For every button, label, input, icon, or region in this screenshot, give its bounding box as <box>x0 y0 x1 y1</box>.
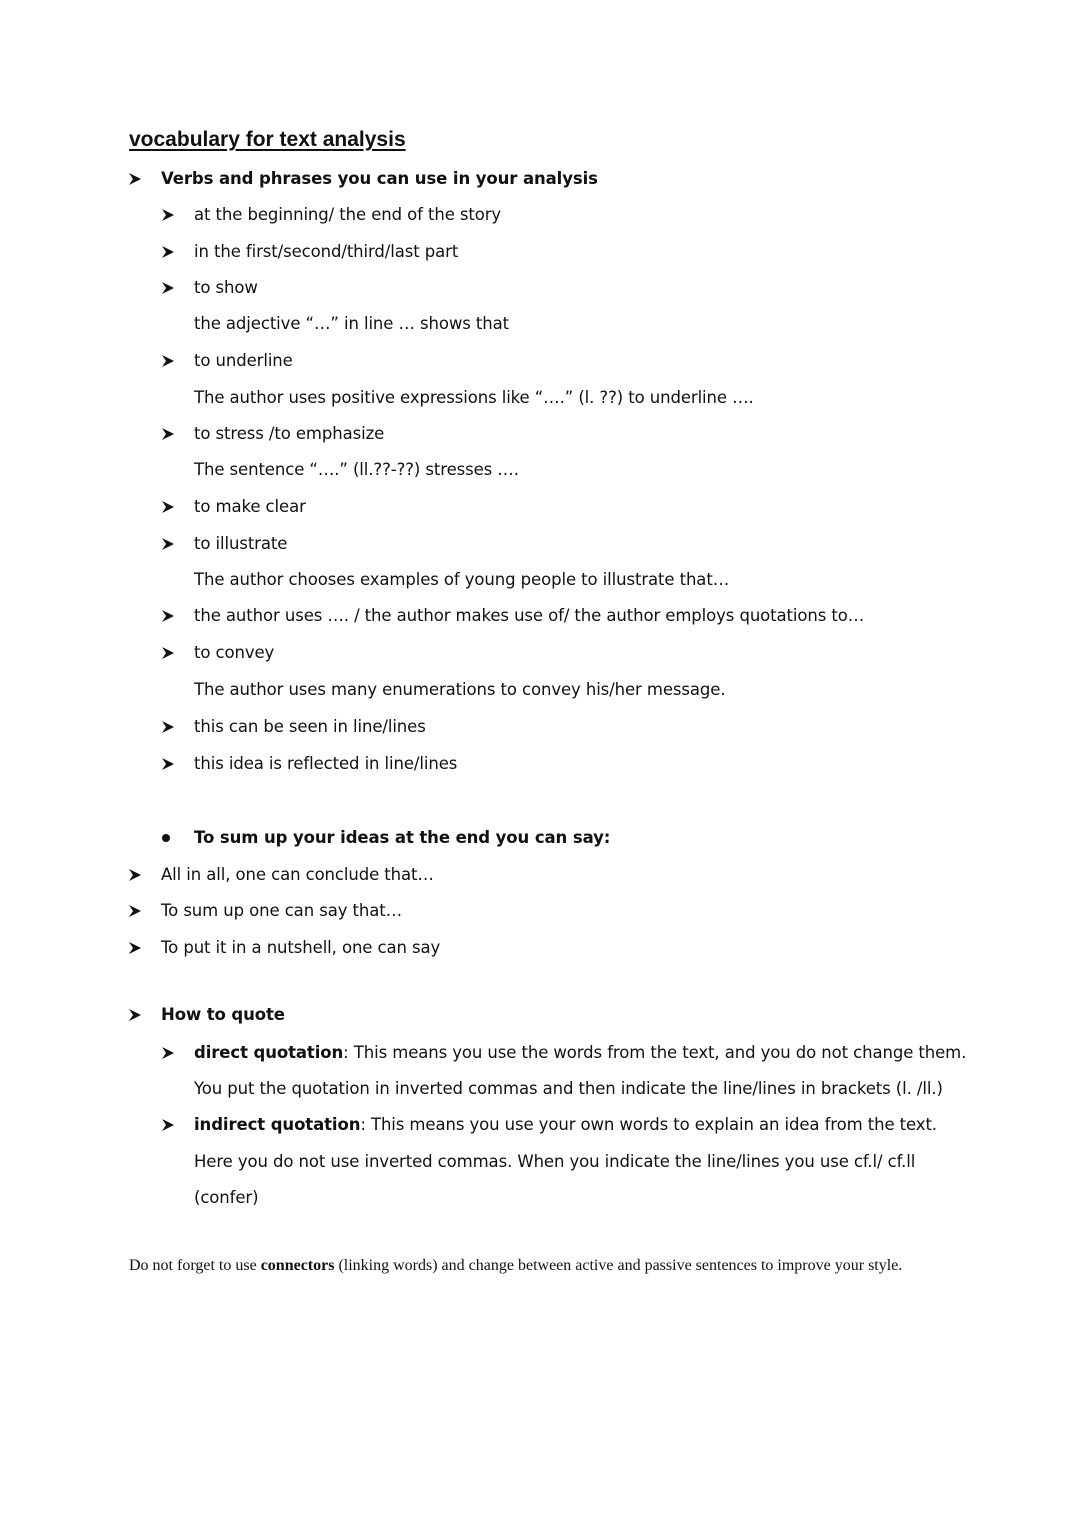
example-sentence: The author uses many enumerations to convey his/her message. <box>194 680 726 699</box>
list-item: All in all, one can conclude that… <box>161 865 434 884</box>
arrow-bullet-icon <box>161 537 175 551</box>
example-sentence: The author chooses examples of young people to illustrate that… <box>194 570 730 589</box>
arrow-bullet-icon <box>161 245 175 259</box>
list-item: to illustrate <box>194 534 288 553</box>
arrow-bullet-icon <box>161 281 175 295</box>
direct-quotation-text: : This means you use the words from the text, and you do not change them. <box>343 1043 967 1062</box>
arrow-bullet-icon <box>161 609 175 623</box>
indirect-quotation-term: indirect quotation <box>194 1115 361 1134</box>
arrow-bullet-icon <box>128 868 142 882</box>
arrow-bullet-icon <box>128 172 142 186</box>
footer-note-text: (linking words) and change between active and passive sentences to improve your style. <box>334 1257 903 1274</box>
direct-quotation-term: direct quotation <box>194 1043 344 1062</box>
section-heading-verbs: Verbs and phrases you can use in your analysis <box>161 169 598 188</box>
list-item: this can be seen in line/lines <box>194 717 426 736</box>
arrow-bullet-icon <box>161 500 175 514</box>
arrow-bullet-icon <box>161 1118 175 1132</box>
list-item: to stress /to emphasize <box>194 424 385 443</box>
arrow-bullet-icon <box>128 904 142 918</box>
example-sentence: The sentence “….” (ll.??-??) stresses …. <box>194 460 519 479</box>
arrow-bullet-icon <box>161 646 175 660</box>
indirect-quotation-item <box>194 1112 937 1138</box>
direct-quotation-item <box>194 1040 966 1066</box>
arrow-bullet-icon <box>128 941 142 955</box>
list-item: To sum up one can say that… <box>161 901 403 920</box>
footer-note-text: Do not forget to use <box>129 1257 261 1274</box>
list-item: this idea is reflected in line/lines <box>194 754 458 773</box>
indirect-quotation-continuation: Here you do not use inverted commas. When you indicate the line/lines you use cf.l/ cf.ll <box>194 1152 916 1171</box>
page-title: vocabulary for text analysis <box>129 128 406 151</box>
indirect-quotation-continuation: (confer) <box>194 1188 259 1207</box>
arrow-bullet-icon <box>161 354 175 368</box>
arrow-bullet-icon <box>161 427 175 441</box>
example-sentence: The author uses positive expressions like “….” (l. ??) to underline …. <box>194 388 754 407</box>
footer-note-emphasis: connectors <box>260 1257 335 1274</box>
arrow-bullet-icon <box>161 720 175 734</box>
round-bullet-icon <box>162 834 170 842</box>
list-item: to convey <box>194 643 275 662</box>
indirect-quotation-text: : This means you use your own words to explain an idea from the text. <box>360 1115 937 1134</box>
arrow-bullet-icon <box>128 1008 142 1022</box>
list-item: to underline <box>194 351 293 370</box>
arrow-bullet-icon <box>161 757 175 771</box>
section-heading-quote: How to quote <box>161 1005 285 1024</box>
section-heading-sum-up: To sum up your ideas at the end you can say: <box>194 828 611 847</box>
list-item: to make clear <box>194 497 306 516</box>
footer-note <box>129 1255 939 1276</box>
list-item: in the first/second/third/last part <box>194 242 459 261</box>
list-item: the author uses …. / the author makes use of/ the author employs quotations to… <box>194 606 865 625</box>
direct-quotation-continuation: You put the quotation in inverted commas and then indicate the line/lines in brackets (l. /ll.) <box>194 1079 943 1098</box>
list-item: to show <box>194 278 258 297</box>
arrow-bullet-icon <box>161 208 175 222</box>
example-sentence: the adjective “…” in line … shows that <box>194 314 510 333</box>
arrow-bullet-icon <box>161 1046 175 1060</box>
list-item: at the beginning/ the end of the story <box>194 205 502 224</box>
list-item: To put it in a nutshell, one can say <box>161 938 441 957</box>
